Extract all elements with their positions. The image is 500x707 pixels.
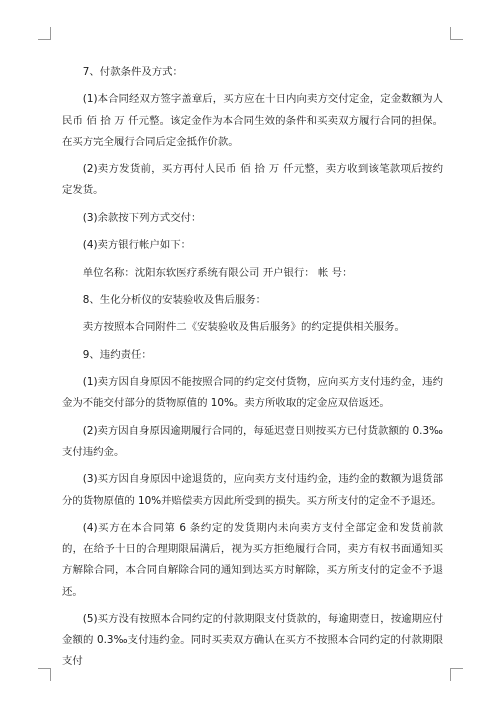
clause-7-item-3: (3)余款按下列方式交付： [82, 211, 202, 224]
clause-7-item-4: (4)卖方银行帐户如下： [82, 239, 192, 252]
clause-9-item-4: (4)买方在本合同第 6 条约定的发货期内未向卖方支付全部定金和发货前款的，在给予十日的合理期限届满后，视为买方拒绝履行合同，卖方有权书面通知买方解除合同，本合同自解除合同的通知到达买方时解除，买方所支付的定金不予退还。 [62, 521, 443, 598]
clause-8-heading: 8、生化分析仪的安装验收及售后服务： [82, 293, 267, 306]
clause-9-item-3: (3)买方因自身原因中途退货的，应向卖方支付违约金，违约金的数额为退货部分的货物原值的 10%并赔偿卖方因此所受到的损失。买方所支付的定金不予退还。 [62, 473, 443, 507]
bank-account-line: 单位名称：沈阳东软医疗系统有限公司 开户银行： 帐 号： [82, 266, 353, 279]
clause-7-heading: 7、付款条件及方式： [82, 66, 183, 78]
clause-9-item-1: (1)卖方因自身原因不能按照合同的约定交付货物，应向买方支付违约金，违约金为不能交付部分的货物原值的 10%。卖方所收取的定金应双倍返还。 [62, 376, 443, 410]
crop-mark-top-left [38, 27, 51, 40]
document-page [62, 62, 443, 679]
clause-9-item-2: (2)卖方因自身原因逾期履行合同的，每延迟壹日则按买方已付货款额的 0.3‰支付违约金。 [62, 424, 444, 458]
crop-mark-bottom-right [450, 668, 463, 681]
clause-7-item-2: (2)卖方发货前，买方再付人民币 佰 拾 万 仟元整，卖方收到该笔款项后按约定发货。 [62, 163, 443, 197]
crop-mark-top-right [450, 27, 463, 40]
clause-9-item-5: (5)买方没有按照本合同约定的付款期限支付货款的，每逾期壹日，按逾期应付金额的 0.3‰支付违约金。同时买卖双方确认在买方不按照本合同约定的付款期限支付 [62, 612, 443, 668]
crop-mark-bottom-left [38, 668, 51, 681]
clause-8-body: 卖方按照本合同附件二《安装验收及售后服务》的约定提供相关服务。 [82, 321, 405, 334]
clause-7-item-1: (1)本合同经双方签字盖章后，买方应在十日内向卖方交付定金，定金数额为人民币 佰 拾 万 仟元整。该定金作为本合同生效的条件和买卖双方履行合同的担保。在买方完全履行合同后定金抵作价款。 [62, 93, 443, 148]
clause-9-heading: 9、违约责任： [82, 348, 152, 361]
